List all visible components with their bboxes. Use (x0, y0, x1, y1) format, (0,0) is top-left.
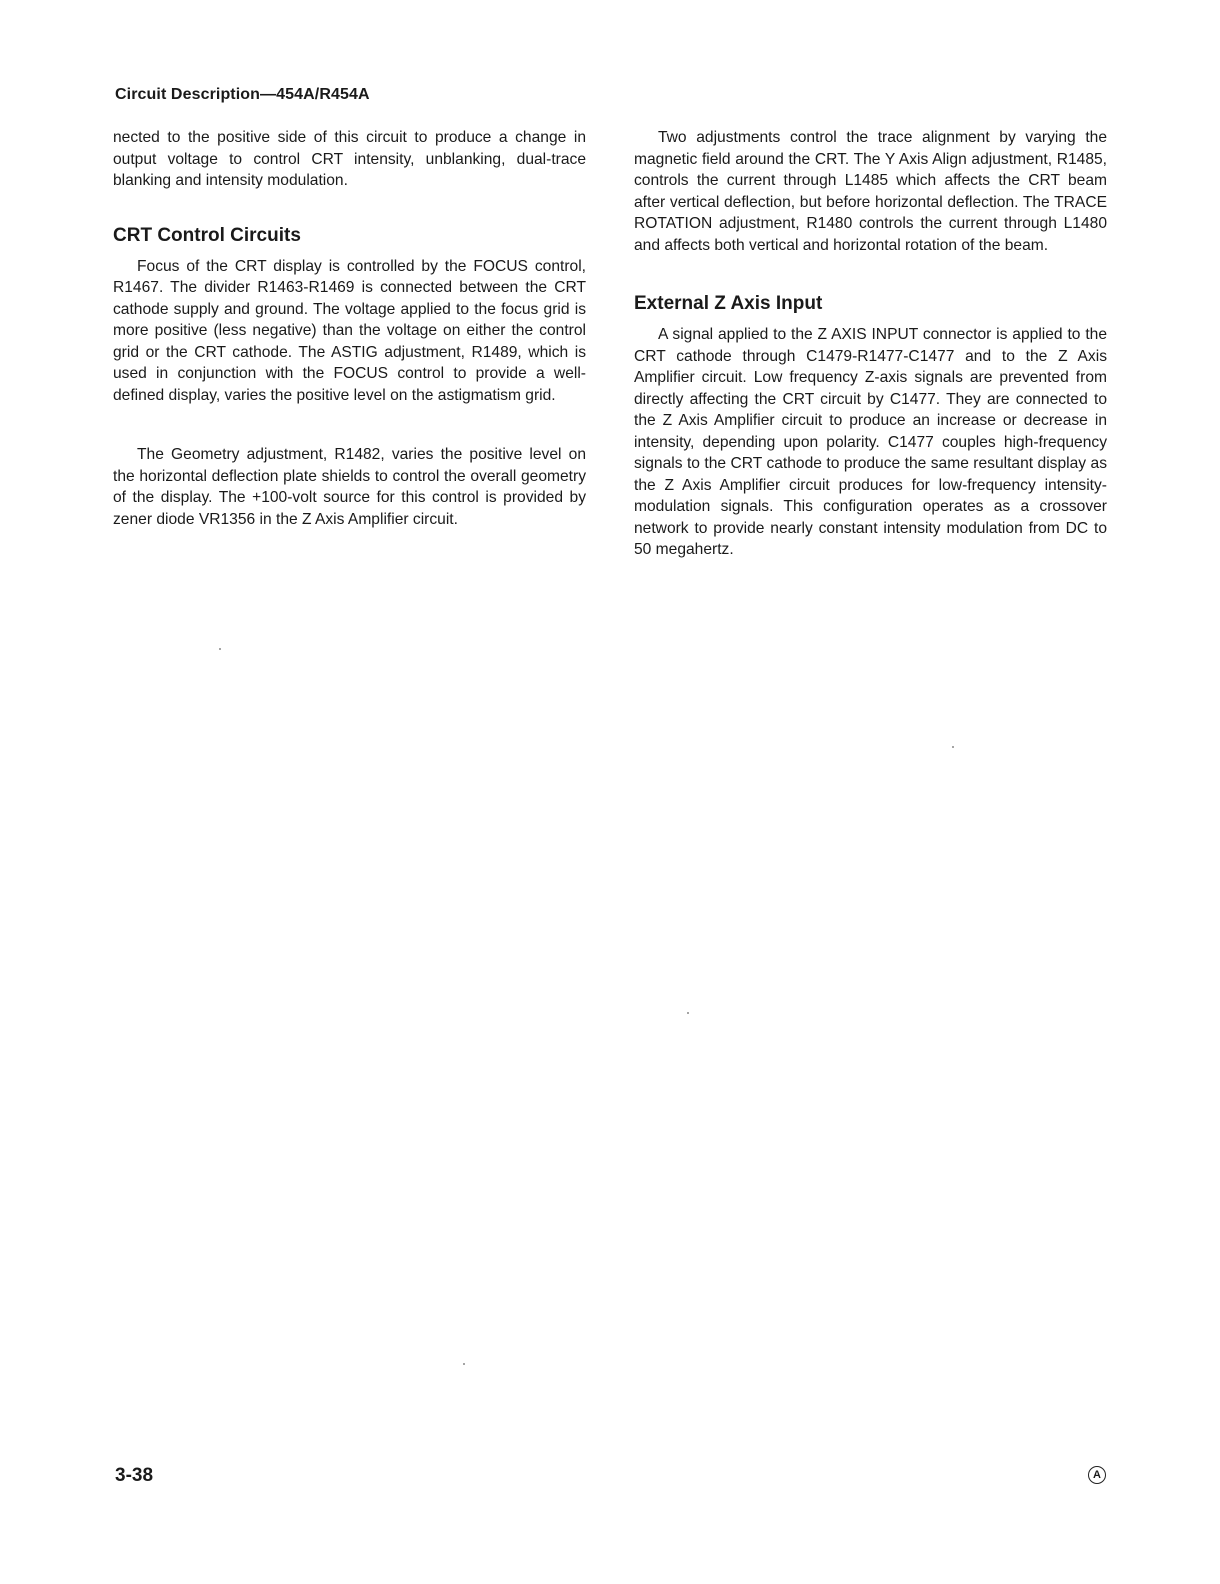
page-number: 3-38 (115, 1465, 154, 1486)
left-column (113, 127, 586, 530)
revision-mark: A (1088, 1466, 1106, 1484)
scan-speck (687, 1012, 689, 1014)
scan-speck (952, 746, 954, 748)
alignment-paragraph: Two adjustments control the trace alignment by varying the magnetic field around the CRT. The Y Axis Align adjustment, R1485, controls the current through L1485 which affects the CRT beam after vertical deflection, but before horizontal deflection. The TRACE ROTATION adjustment, R1480 controls the current through L1480 and affects both vertical and horizontal rotation of the beam. (634, 129, 1107, 254)
crt-control-heading: CRT Control Circuits (113, 224, 301, 246)
focus-paragraph: Focus of the CRT display is controlled by the FOCUS control, R1467. The divider R1463-R1469 is connected between the CRT cathode supply and ground. The voltage applied to the focus grid is more positive (less negative) than the voltage on either the control grid or the CRT cathode. The ASTIG adjustment, R1489, which is used in conjunction with the FOCUS control to provide a well-defined display, varies the positive level on the astigmatism grid. (113, 257, 586, 404)
geometry-paragraph: The Geometry adjustment, R1482, varies the positive level on the horizontal deflection plate shields to control the overall geometry of the display. The +100-volt source for this control is provided by zener diode VR1356 in the Z Axis Amplifier circuit. (113, 446, 586, 528)
external-z-axis-heading: External Z Axis Input (634, 293, 823, 314)
scan-speck (463, 1363, 465, 1365)
z-axis-paragraph: A signal applied to the Z AXIS INPUT connector is applied to the CRT cathode through C1479-R1477-C1477 and to the Z Axis Amplifier circuit. Low frequency Z-axis signals are prevented from directly affecting the CRT circuit by C1477. They are connected to the Z Axis Amplifier circuit to produce an increase or decrease in intensity, depending upon polarity. C1477 couples high-frequency signals to the CRT cathode to produce the same resultant display as the Z Axis Amplifier circuit produces for low-frequency intensity-modulation signals. This configuration operates as a crossover network to provide nearly constant intensity modulation from DC to 50 megahertz. (634, 326, 1107, 558)
running-header: Circuit Description—454A/R454A (115, 86, 370, 103)
scan-speck (219, 648, 221, 650)
intro-paragraph: nected to the positive side of this circuit to produce a change in output voltage to control CRT intensity, unblanking, dual-trace blanking and intensity modulation. (113, 129, 586, 189)
right-column (634, 127, 1107, 561)
